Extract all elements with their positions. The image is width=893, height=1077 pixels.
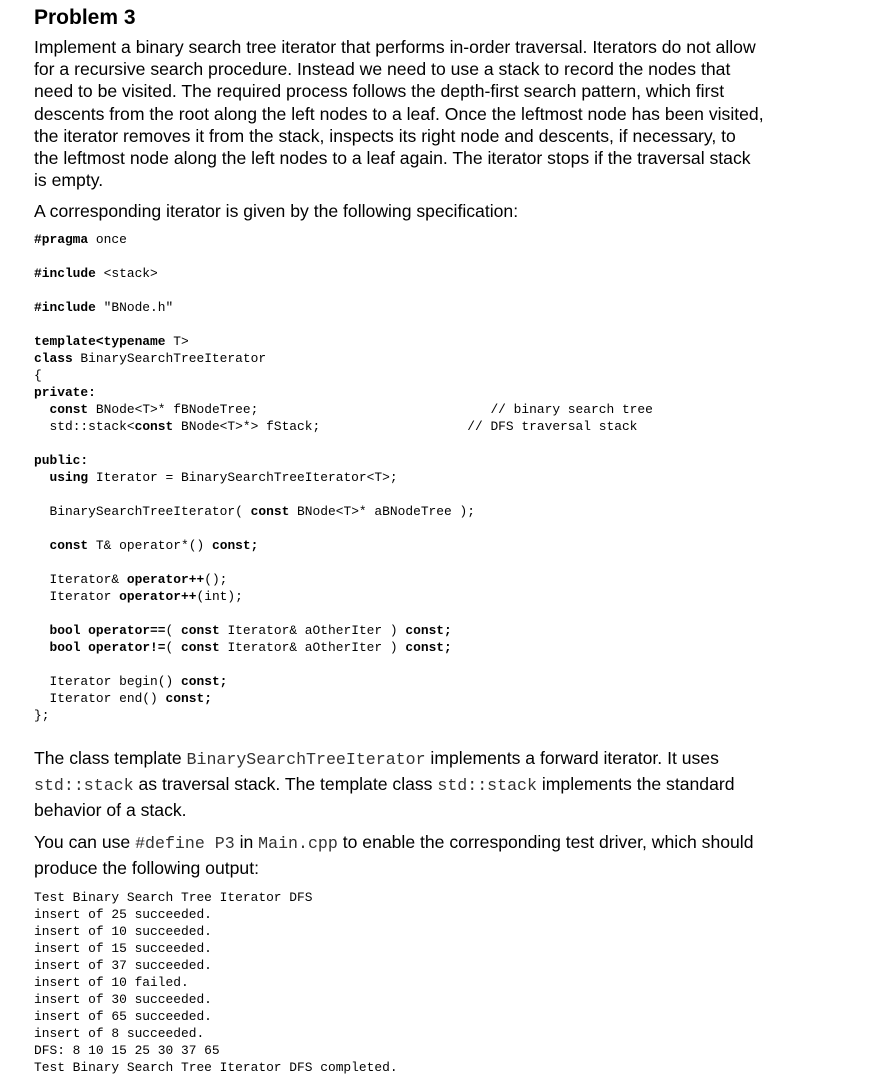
output-line: Test Binary Search Tree Iterator DFS: [34, 889, 313, 905]
code-token: private:: [34, 384, 96, 400]
code-token: <stack>: [95, 265, 158, 281]
output-line: insert of 10 failed.: [34, 974, 189, 990]
intro-paragraph: [34, 36, 794, 191]
code-token: BNode<T>* aBNodeTree );: [289, 503, 475, 519]
code-token: once: [88, 231, 127, 247]
code-token: Iterator end(): [49, 690, 166, 706]
test-driver-paragraph: [34, 830, 794, 880]
code-token: #pragma: [34, 231, 89, 247]
intro-line: descents from the root along the left nodes to a leaf. Once the leftmost node has been visited,: [34, 103, 764, 124]
code-token: bool: [49, 639, 81, 655]
code-token: operator++: [126, 571, 205, 587]
inline-code: Main.cpp: [258, 833, 338, 853]
code-token: "BNode.h": [95, 299, 174, 315]
code-token: const: [49, 537, 89, 553]
intro-line: the iterator removes it from the stack, inspects its right node and descents, if necessary, to: [34, 125, 736, 146]
code-token: #include: [34, 265, 96, 281]
text-run: as traversal stack. The template class: [133, 773, 438, 794]
code-token: public:: [34, 452, 89, 468]
code-token: const: [242, 503, 290, 519]
intro-line: Implement a binary search tree iterator that performs in-order traversal. Iterators do not allow: [34, 37, 756, 57]
code-token: ();: [204, 571, 228, 587]
code-token: Iterator = BinarySearchTreeIterator<T>;: [88, 469, 398, 485]
code-token: (): [188, 537, 205, 553]
code-token: BinarySearchTreeIterator(: [49, 503, 243, 519]
text-run: to enable the corresponding test driver, which should: [337, 831, 754, 852]
text-run: implements the standard: [536, 773, 735, 794]
code-comment: // DFS traversal stack: [467, 418, 638, 434]
inline-code: #define P3: [135, 833, 235, 853]
code-token: #include: [34, 299, 96, 315]
intro-line: for a recursive search procedure. Instead we need to use a stack to record the nodes that: [34, 59, 731, 80]
output-line: insert of 37 succeeded.: [34, 957, 212, 973]
description-paragraph: [34, 746, 794, 822]
code-block: [34, 231, 794, 724]
output-line: insert of 30 succeeded.: [34, 991, 212, 1007]
intro-line: is empty.: [34, 170, 104, 191]
code-token: T>: [165, 333, 189, 349]
intro-line: need to be visited. The required process follows the depth-first search pattern, which first: [34, 81, 725, 102]
text-run: The class template: [34, 747, 187, 768]
code-token: const: [134, 418, 174, 434]
code-token: BinarySearchTreeIterator: [72, 350, 267, 366]
text-run: implements a forward iterator. It uses: [425, 747, 719, 768]
output-line: insert of 8 succeeded.: [34, 1025, 205, 1041]
text-run: You can use: [34, 831, 136, 852]
code-token: Iterator& aOtherIter ): [219, 622, 406, 638]
expected-output: [34, 889, 794, 1076]
code-token: template<typename: [34, 333, 166, 349]
problem-title: Problem 3: [34, 6, 136, 29]
output-line: insert of 10 succeeded.: [34, 923, 212, 939]
text-run: in: [234, 831, 259, 852]
code-token: class: [34, 350, 73, 366]
description-line: [34, 772, 794, 798]
code-token: T&: [88, 537, 120, 553]
code-token: const;: [165, 690, 212, 706]
inline-code: BinarySearchTreeIterator: [186, 749, 426, 769]
code-token: const;: [405, 639, 452, 655]
description-line: produce the following output:: [34, 857, 259, 878]
code-token: operator==: [80, 622, 166, 638]
output-line: DFS: 8 10 15 25 30 37 65: [34, 1042, 220, 1058]
code-token: };: [34, 707, 50, 723]
code-token: operator++: [119, 588, 197, 604]
document-page: [34, 0, 794, 1076]
description-line: behavior of a stack.: [34, 799, 187, 820]
code-token: const: [49, 401, 89, 417]
code-token: Iterator begin(): [49, 673, 181, 689]
code-token: (int);: [196, 588, 243, 604]
inline-code: std::stack: [437, 775, 537, 795]
code-token: operator!=: [80, 639, 166, 655]
code-token: {: [34, 367, 42, 383]
code-token: operator*: [119, 537, 189, 553]
output-line: insert of 25 succeeded.: [34, 906, 212, 922]
code-token: Iterator&: [49, 571, 127, 587]
code-token: const: [181, 639, 220, 655]
code-token: (: [165, 622, 182, 638]
code-comment: // binary search tree: [490, 401, 653, 417]
output-line: insert of 15 succeeded.: [34, 940, 212, 956]
description-line: [34, 746, 794, 772]
code-token: const;: [405, 622, 452, 638]
inline-code: std::stack: [34, 775, 134, 795]
description-line: [34, 830, 794, 856]
code-token: BNode<T>* fBNodeTree;: [88, 401, 259, 417]
code-token: (: [165, 639, 182, 655]
output-line: insert of 65 succeeded.: [34, 1008, 212, 1024]
code-token: const;: [181, 673, 228, 689]
code-token: std::stack<: [49, 418, 135, 434]
code-token: BNode<T>*> fStack;: [173, 418, 321, 434]
code-token: const: [181, 622, 220, 638]
code-token: Iterator: [49, 588, 120, 604]
output-line: Test Binary Search Tree Iterator DFS completed.: [34, 1059, 398, 1075]
code-token: const;: [204, 537, 259, 553]
code-token: using: [49, 469, 89, 485]
intro-line: the leftmost node along the left nodes to a leaf again. The iterator stops if the traversal stack: [34, 148, 751, 169]
code-token: bool: [49, 622, 81, 638]
code-token: Iterator& aOtherIter ): [219, 639, 406, 655]
spec-lead: A corresponding iterator is given by the following specification:: [34, 201, 519, 222]
